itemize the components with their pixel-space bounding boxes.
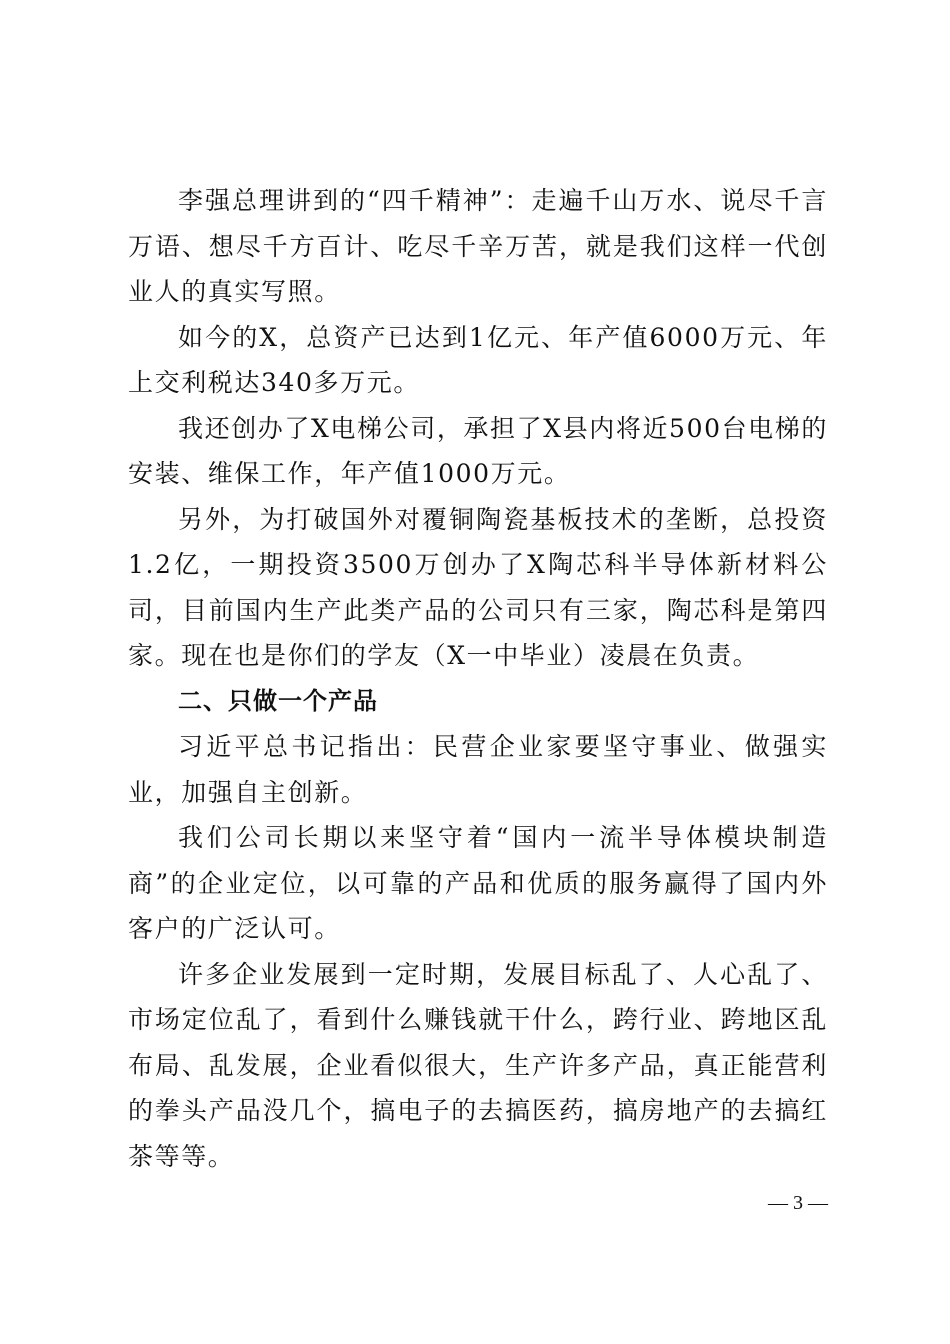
paragraph-elevator-company: 我还创办了X电梯公司，承担了X县内将近500台电梯的安装、维保工作，年产值1000万元。 [128,413,828,488]
paragraph-company-positioning: 我们公司长期以来坚守着“国内一流半导体模块制造商”的企业定位，以可靠的产品和优质的服务赢得了国内外客户的广泛认可。 [128,823,828,943]
section-heading: 二、只做一个产品 [178,686,378,715]
document-body [128,178,828,1179]
paragraph-semiconductor-company: 另外，为打破国外对覆铜陶瓷基板技术的垄断，总投资1.2亿，一期投资3500万创办了X陶芯科半导体新材料公司，目前国内生产此类产品的公司只有三家，陶芯科是第四家。现在也是你们的学友（X一中毕业）凌晨在负责。 [128,504,828,670]
page-number: — 3 — [768,1192,828,1214]
paragraph-enterprise-chaos: 许多企业发展到一定时期，发展目标乱了、人心乱了、市场定位乱了，看到什么赚钱就干什么，跨行业、跨地区乱布局、乱发展，企业看似很大，生产许多产品，真正能营利的拳头产品没几个，搞电子的去搞医药，搞房地产的去搞红茶等等。 [128,959,828,1171]
paragraph-company-assets: 如今的X，总资产已达到1亿元、年产值6000万元、年上交利税达340多万元。 [128,322,828,397]
paragraph-xi-quote: 习近平总书记指出：民营企业家要坚守事业、做强实业，加强自主创新。 [128,732,828,807]
paragraph-four-thousand-spirit: 李强总理讲到的“四千精神”：走遍千山万水、说尽千言万语、想尽千方百计、吃尽千辛万苦，就是我们这样一代创业人的真实写照。 [128,186,828,306]
